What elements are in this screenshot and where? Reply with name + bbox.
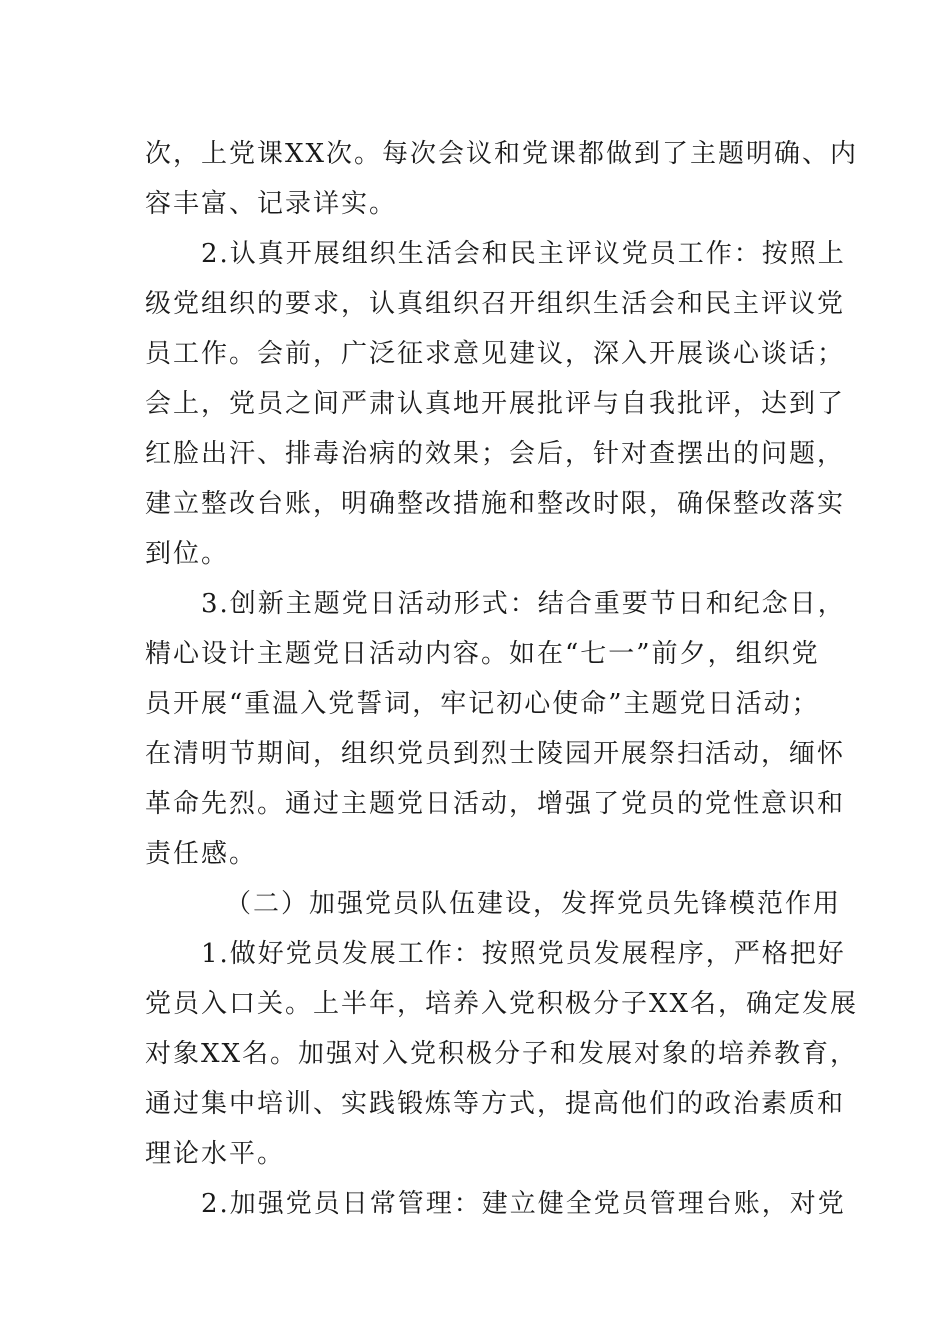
- text-line: 级党组织的要求，认真组织召开组织生活会和民主评议党: [145, 289, 846, 319]
- text-line: 党员入口关。上半年，培养入党积极分子XX名，确定发展: [145, 989, 859, 1019]
- body-text: [145, 129, 859, 1229]
- text-line: 会上，党员之间严肃认真地开展批评与自我批评，达到了: [145, 389, 846, 419]
- text-line: 通过集中培训、实践锻炼等方式，提高他们的政治素质和: [145, 1089, 846, 1119]
- text-line: 红脸出汗、排毒治病的效果；会后，针对查摆出的问题，: [145, 439, 846, 469]
- text-line: 员工作。会前，广泛征求意见建议，深入开展谈心谈话；: [145, 339, 846, 369]
- text-line: 容丰富、记录详实。: [145, 189, 398, 219]
- text-line: 次，上党课XX次。每次会议和党课都做到了主题明确、内: [145, 139, 859, 169]
- text-line: 员开展“重温入党誓词，牢记初心使命”主题党日活动；: [145, 689, 820, 719]
- text-line: 建立整改台账，明确整改措施和整改时限，确保整改落实: [145, 489, 846, 519]
- text-line: 理论水平。: [145, 1139, 286, 1169]
- text-line: 责任感。: [145, 839, 258, 869]
- section-heading: （二）加强党员队伍建设，发挥党员先锋模范作用: [225, 889, 842, 919]
- paragraph-start-line: 3.创新主题党日活动形式：结合重要节日和纪念日，: [201, 589, 846, 619]
- text-line: 到位。: [145, 539, 230, 569]
- paragraph-start-line: 2.加强党员日常管理：建立健全党员管理台账，对党: [201, 1189, 846, 1219]
- text-line: 对象XX名。加强对入党积极分子和发展对象的培养教育，: [145, 1039, 859, 1069]
- text-line: 精心设计主题党日活动内容。如在“七一”前夕，组织党: [145, 639, 820, 669]
- paragraph-start-line: 1.做好党员发展工作：按照党员发展程序，严格把好: [201, 939, 846, 969]
- text-line: 在清明节期间，组织党员到烈士陵园开展祭扫活动，缅怀: [145, 739, 846, 769]
- paragraph-start-line: 2.认真开展组织生活会和民主评议党员工作：按照上: [201, 239, 846, 269]
- text-line: 革命先烈。通过主题党日活动，增强了党员的党性意识和: [145, 789, 846, 819]
